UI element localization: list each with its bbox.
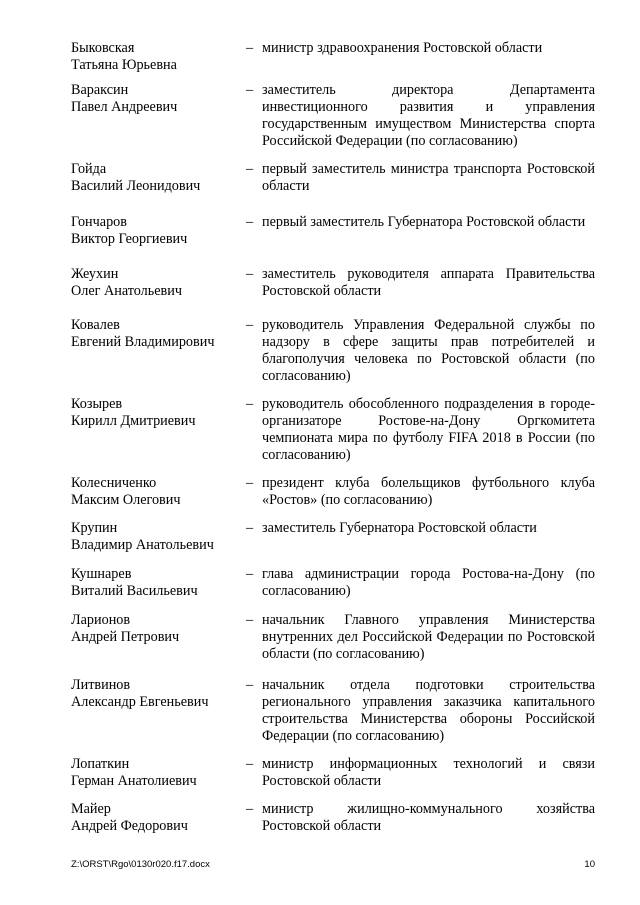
- given-names: Павел Андреевич: [71, 99, 178, 115]
- dash: –: [246, 266, 254, 282]
- surname: Гойда: [71, 161, 107, 177]
- given-names: Олег Анатольевич: [71, 283, 182, 299]
- dash: –: [246, 677, 254, 693]
- footer-file-path: Z:\ORST\Rgo\0130r020.f17.docx: [71, 859, 210, 870]
- given-names: Виталий Васильевич: [71, 583, 198, 599]
- position-description: первый заместитель министра транспорта Ростовской области: [262, 161, 595, 194]
- dash: –: [246, 40, 254, 56]
- surname: Быковская: [71, 40, 135, 56]
- dash: –: [246, 214, 254, 230]
- surname: Ларионов: [71, 612, 131, 628]
- page-number: 10: [584, 859, 595, 870]
- dash: –: [246, 612, 254, 628]
- person-name: [71, 214, 241, 248]
- dash: –: [246, 756, 254, 772]
- position-description: президент клуба болельщиков футбольного клуба «Ростов» (по согласованию): [262, 475, 595, 508]
- person-name: [71, 40, 241, 74]
- given-names: Кирилл Дмитриевич: [71, 413, 196, 429]
- given-names: Василий Леонидович: [71, 178, 201, 194]
- surname: Литвинов: [71, 677, 131, 693]
- position-description: заместитель директора Департамента инвестиционного развития и управления государственным имуществом Министерства спорта Российской Федерации (по согласованию): [262, 82, 595, 149]
- person-name: [71, 520, 241, 554]
- surname: Лопаткин: [71, 756, 130, 772]
- position-description: министр здравоохранения Ростовской области: [262, 40, 543, 56]
- person-name: [71, 82, 241, 116]
- given-names: Татьяна Юрьевна: [71, 57, 177, 73]
- surname: Майер: [71, 801, 111, 817]
- position-description: руководитель обособленного подразделения в городе-организаторе Ростове-на-Дону Оргкомитета чемпионата мира по футболу FIFA 2018 в России (по согласованию): [262, 396, 595, 463]
- surname: Козырев: [71, 396, 123, 412]
- dash: –: [246, 801, 254, 817]
- given-names: Евгений Владимирович: [71, 334, 215, 350]
- person-name: [71, 266, 241, 300]
- person-name: [71, 161, 241, 195]
- surname: Колесниченко: [71, 475, 157, 491]
- dash: –: [246, 161, 254, 177]
- position-description: руководитель Управления Федеральной службы по надзору в сфере защиты прав потребителей и благополучия человека по Ростовской области (по согласованию): [262, 317, 595, 384]
- dash: –: [246, 475, 254, 491]
- given-names: Виктор Георгиевич: [71, 231, 188, 247]
- dash: –: [246, 520, 254, 536]
- given-names: Андрей Петрович: [71, 629, 180, 645]
- surname: Вараксин: [71, 82, 129, 98]
- person-name: [71, 801, 241, 835]
- surname: Крупин: [71, 520, 118, 536]
- dash: –: [246, 317, 254, 333]
- person-name: [71, 566, 241, 600]
- given-names: Александр Евгеньевич: [71, 694, 209, 710]
- position-description: министр жилищно-коммунального хозяйства Ростовской области: [262, 801, 595, 834]
- dash: –: [246, 82, 254, 98]
- position-description: начальник Главного управления Министерства внутренних дел Российской Федерации по Ростовской области (по согласованию): [262, 612, 595, 662]
- given-names: Владимир Анатольевич: [71, 537, 214, 553]
- surname: Ковалев: [71, 317, 120, 333]
- position-description: глава администрации города Ростова-на-Дону (по согласованию): [262, 566, 595, 599]
- position-description: первый заместитель Губернатора Ростовской области: [262, 214, 586, 230]
- position-description: министр информационных технологий и связи Ростовской области: [262, 756, 595, 789]
- person-name: [71, 317, 241, 351]
- surname: Кушнарев: [71, 566, 132, 582]
- position-description: заместитель Губернатора Ростовской области: [262, 520, 537, 536]
- position-description: начальник отдела подготовки строительства регионального управления заказчика капитального строительства Министерства обороны Российской Федерации (по согласованию): [262, 677, 595, 744]
- dash: –: [246, 566, 254, 582]
- position-description: заместитель руководителя аппарата Правительства Ростовской области: [262, 266, 595, 299]
- surname: Гончаров: [71, 214, 127, 230]
- person-name: [71, 756, 241, 790]
- given-names: Максим Олегович: [71, 492, 181, 508]
- given-names: Андрей Федорович: [71, 818, 188, 834]
- person-name: [71, 612, 241, 646]
- given-names: Герман Анатолиевич: [71, 773, 197, 789]
- person-name: [71, 475, 241, 509]
- person-name: [71, 677, 241, 711]
- dash: –: [246, 396, 254, 412]
- person-name: [71, 396, 241, 430]
- surname: Жеухин: [71, 266, 119, 282]
